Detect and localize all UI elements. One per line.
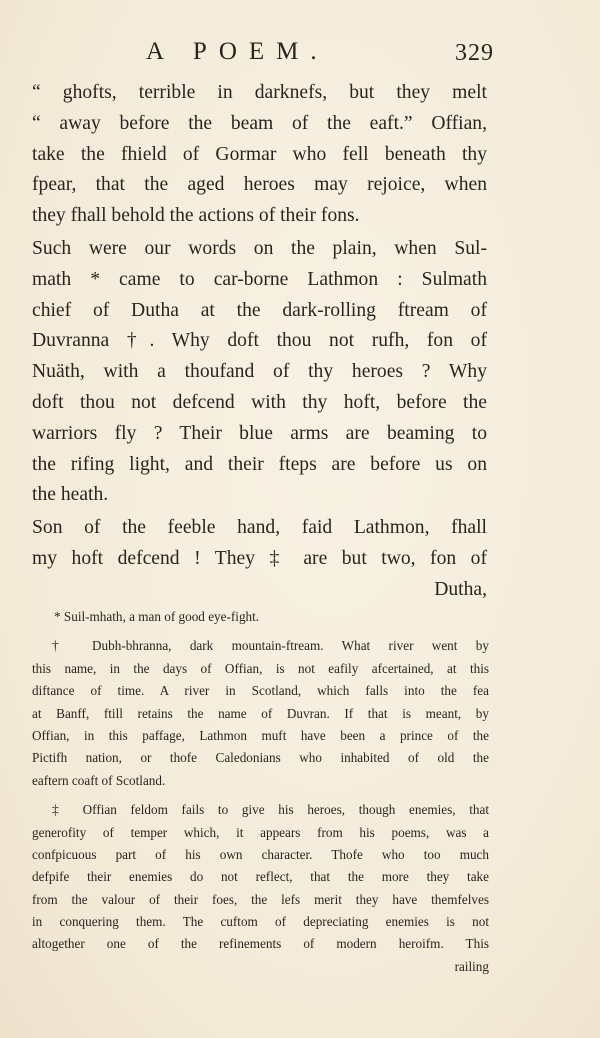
- footnote-line: † Dubh-bhranna, dark mountain-ftream. What river went by: [52, 638, 489, 654]
- footnote-line: this name, in the days of Offian, is not eafily afcertained, at this: [32, 660, 489, 676]
- footnote-line: * Suil-mhath, a man of good eye-fight.: [54, 609, 260, 624]
- text-line: take the fhield of Gormar who fell beneath thy: [32, 143, 487, 165]
- text-line: the heath.: [32, 484, 109, 506]
- page-header: [0, 38, 600, 72]
- footnote-line: defpife their enemies do not reflect, that the more they take: [32, 869, 489, 885]
- footnote-line: confpicuous part of his own character. Thofe who too much: [32, 846, 489, 862]
- footnote-line: eaftern coaft of Scotland.: [32, 772, 166, 788]
- footnote-line: Pictifh nation, or thofe Caledonians who inhabited of old the: [32, 750, 489, 766]
- footnotes: [32, 606, 489, 978]
- footnote-line: at Banff, ftill retains the name of Duvran. If that is meant, by: [32, 705, 489, 721]
- running-head: A POEM.: [146, 38, 329, 65]
- text-line: “ ghofts, terrible in darknefs, but they melt: [32, 82, 487, 103]
- footnote-line: ‡ Offian feldom fails to give his heroes, though enemies, that: [52, 802, 489, 818]
- footnote-line: altogether one of the refinements of modern heroifm. This: [32, 936, 489, 952]
- text-line: math * came to car-borne Lathmon : Sulmath: [32, 268, 487, 290]
- footnote-line: from the valour of their foes, the lefs merit they have themfelves: [32, 891, 489, 907]
- footnote-line: diftance of time. A river in Scotland, which falls into the fea: [32, 683, 489, 699]
- text-line: Duvranna †. Why doft thou not rufh, fon of: [32, 330, 487, 352]
- text-line: “ away before the beam of the eaft.” Offian,: [32, 112, 487, 134]
- footnote-line: Offian, in this paffage, Lathmon muft have been a prince of the: [32, 727, 489, 743]
- footnote-line: in conquering them. The cuftom of depreciating enemies is not: [32, 914, 489, 930]
- catchword: Dutha,: [434, 578, 487, 600]
- text-line: the rifing light, and their fteps are before us on: [32, 453, 487, 475]
- text-line: warriors fly ? Their blue arms are beaming to: [32, 422, 487, 444]
- page-number: 329: [455, 40, 494, 66]
- text-line: chief of Dutha at the dark-rolling ftream of: [32, 299, 487, 321]
- text-line: they fhall behold the actions of their fons.: [32, 205, 360, 227]
- text-line: Nuäth, with a thoufand of thy heroes ? Why: [32, 361, 487, 383]
- footnote-line: generofity of temper which, it appears from his poems, was a: [32, 824, 489, 840]
- paragraph-start-line: Son of the feeble hand, faid Lathmon, fhall: [32, 517, 487, 539]
- text-line: doft thou not defcend with thy hoft, before the: [32, 391, 487, 413]
- main-text: [32, 78, 487, 606]
- paragraph-start-line: Such were our words on the plain, when Sul-: [32, 237, 487, 259]
- text-line: my hoft defcend ! They ‡ are but two, fon of: [32, 547, 487, 569]
- text-line: fpear, that the aged heroes may rejoice, when: [32, 174, 487, 196]
- catchword: railing: [454, 958, 489, 974]
